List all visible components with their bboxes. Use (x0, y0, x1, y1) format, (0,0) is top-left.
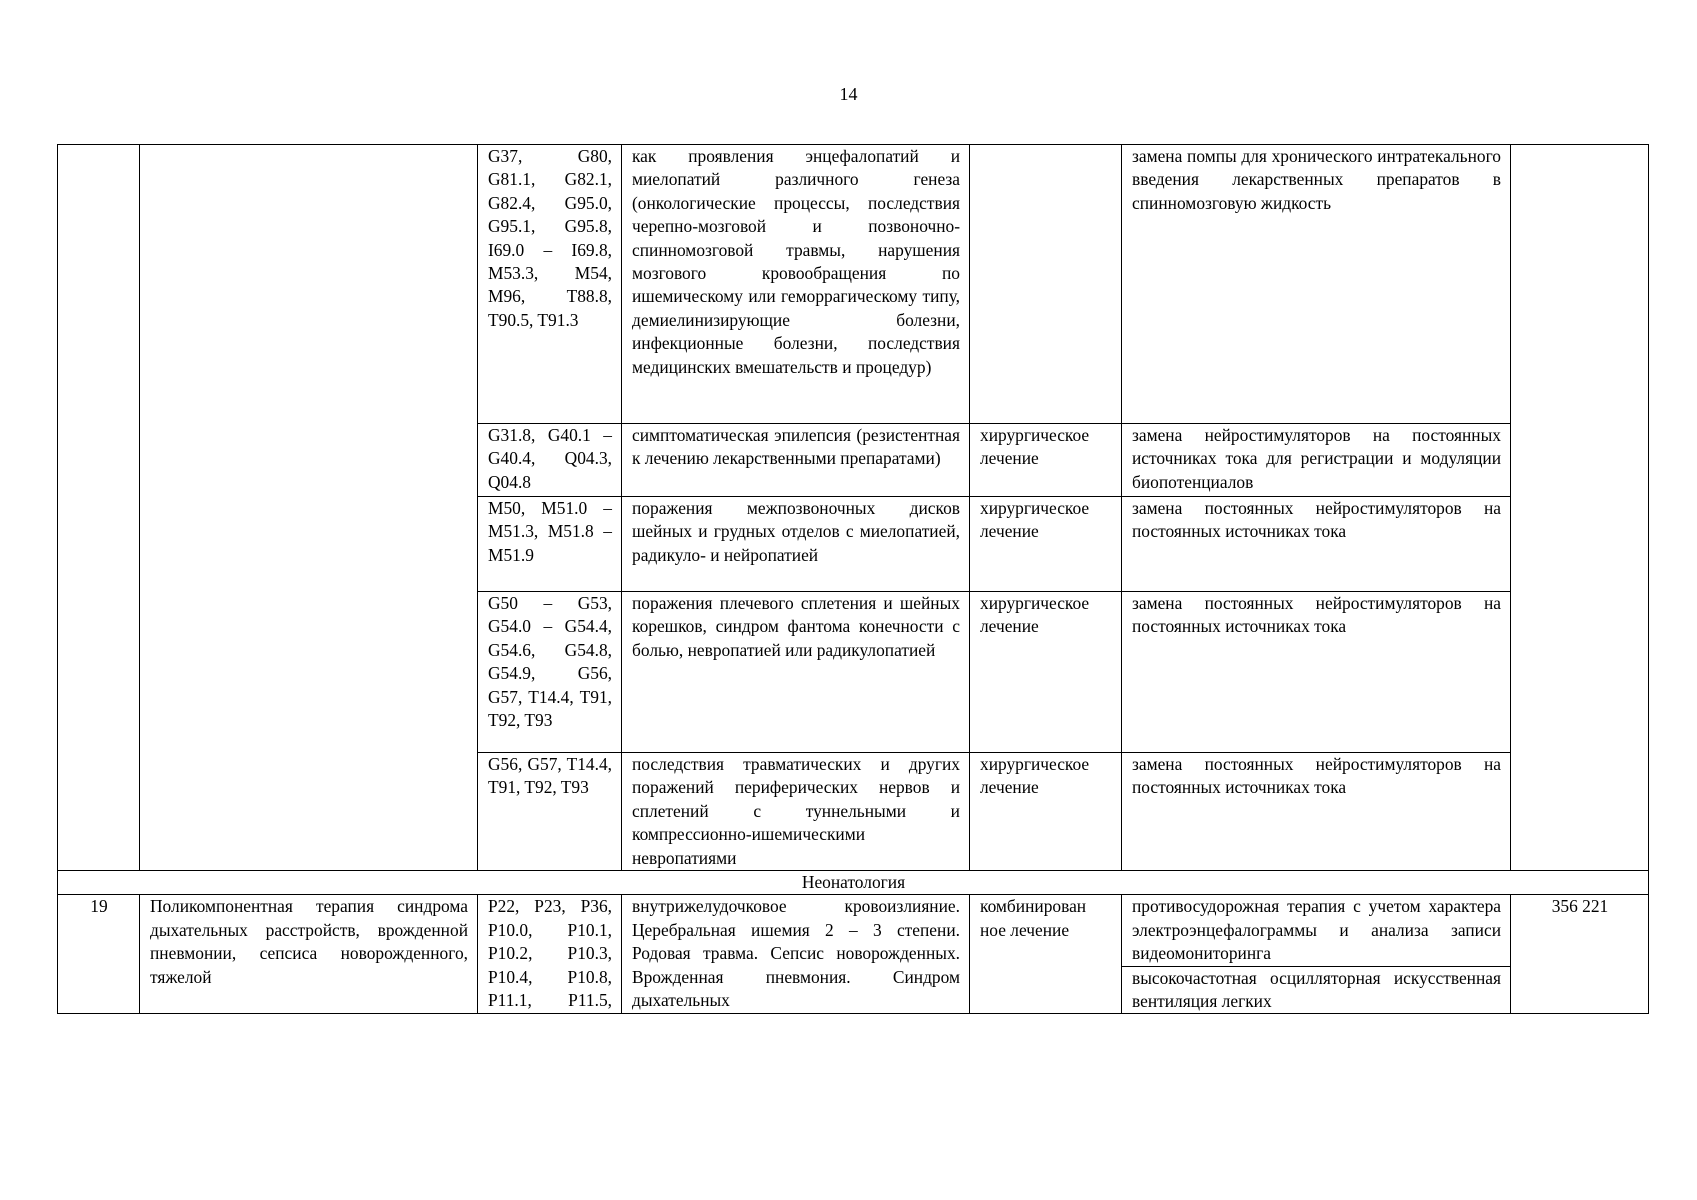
icd-codes-cell: P22, P23, P36, P10.0, P10.1, P10.2, P10.3, P10.4, P10.8, P11.1, P11.5, (478, 895, 622, 1014)
table-row (58, 895, 1649, 1014)
patient-model-cell: поражения межпозвоночных дисков шейных и грудных отделов с миелопатией, радикуло- и нейропатией (622, 497, 970, 592)
patient-model-cell: последствия травматических и других поражений периферических нервов и сплетений с туннельными и компрессионно-ишемическими невропатиями (622, 753, 970, 871)
patient-model-cell: внутрижелудочковое кровоизлияние. Церебральная ишемия 2 – 3 степени. Родовая травма. Сепсис новорожденных. Врожденная пневмония. Синдром дыхательных (622, 895, 970, 1014)
treatment-method-cell: замена нейростимуляторов на постоянных источниках тока для регистрации и модуляции биопотенциалов (1122, 424, 1511, 497)
treatment-type-cell: хирургическое лечение (970, 424, 1122, 497)
section-row (58, 871, 1649, 895)
section-title: Неонатология (58, 871, 1649, 895)
number-cell: 19 (58, 895, 140, 1014)
name-cell (140, 145, 478, 871)
treatment-method-cell: замена постоянных нейростимуляторов на постоянных источниках тока (1122, 753, 1511, 871)
patient-model-cell: поражения плечевого сплетения и шейных корешков, синдром фантома конечности с болью, невропатией или радикулопатией (622, 592, 970, 753)
medical-care-table (57, 144, 1649, 1014)
cost-cell (1511, 145, 1649, 871)
icd-codes-cell: G56, G57, T14.4, T91, T92, T93 (478, 753, 622, 871)
icd-codes-cell: G50 – G53, G54.0 – G54.4, G54.6, G54.8, G54.9, G56, G57, T14.4, T91, T92, T93 (478, 592, 622, 753)
treatment-type-cell: хирургическое лечение (970, 753, 1122, 871)
table-row (58, 145, 1649, 424)
number-cell (58, 145, 140, 871)
treatment-method-cell: замена постоянных нейростимуляторов на постоянных источниках тока (1122, 592, 1511, 753)
treatment-type-cell: хирургическое лечение (970, 497, 1122, 592)
treatment-type-cell (970, 145, 1122, 424)
patient-model-cell: как проявления энцефалопатий и миелопатий различного генеза (онкологические процессы, последствия черепно-мозговой и позвоночно-спинномозговой травмы, нарушения мозгового кровообращения по ишемическому или геморрагическому типу, демиелинизирующие болезни, инфекционные болезни, последствия медицинских вмешательств и процедур) (622, 145, 970, 424)
treatment-method-cell (1122, 895, 1511, 1014)
icd-codes-cell: G31.8, G40.1 – G40.4, Q04.3, Q04.8 (478, 424, 622, 497)
icd-codes-cell: M50, M51.0 – M51.3, M51.8 – M51.9 (478, 497, 622, 592)
icd-codes-cell: G37, G80, G81.1, G82.1, G82.4, G95.0, G95.1, G95.8, I69.0 – I69.8, M53.3, M54, M96, T88.8, T90.5, T91.3 (478, 145, 622, 424)
name-cell: Поликомпонентная терапия синдрома дыхательных расстройств, врожденной пневмонии, сепсиса новорожденного, тяжелой (140, 895, 478, 1014)
treatment-type-cell: комбинирован ное лечение (970, 895, 1122, 1014)
treatment-method-cell: замена постоянных нейростимуляторов на постоянных источниках тока (1122, 497, 1511, 592)
treatment-method-cell: замена помпы для хронического интратекального введения лекарственных препаратов в спинномозговую жидкость (1122, 145, 1511, 424)
cost-cell: 356 221 (1511, 895, 1649, 1014)
treatment-method-2: высокочастотная осцилляторная искусственная вентиляция легких (1122, 966, 1510, 1014)
treatment-type-cell: хирургическое лечение (970, 592, 1122, 753)
patient-model-cell: симптоматическая эпилепсия (резистентная к лечению лекарственными препаратами) (622, 424, 970, 497)
page-number: 14 (839, 84, 858, 104)
treatment-method-1: противосудорожная терапия с учетом характера электроэнцефалограммы и анализа записи видеомониторинга (1132, 896, 1501, 964)
